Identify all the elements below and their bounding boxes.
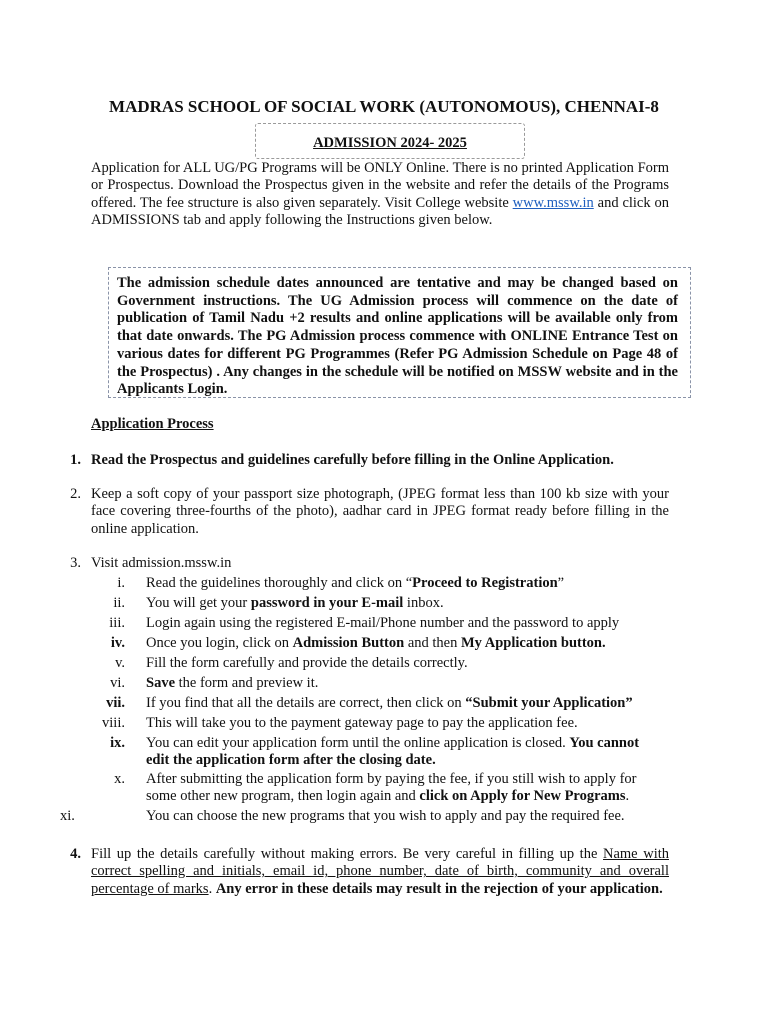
sub-step-number: viii. <box>102 715 125 731</box>
sub-step-text: Login again using the registered E-mail/Phone number and the password to apply <box>146 615 620 631</box>
step-3-text: Visit admission.mssw.in <box>91 555 232 571</box>
sub-step-number: v. <box>115 655 125 671</box>
sub-step-number: ii. <box>113 595 125 611</box>
sub-step-number: vii. <box>106 695 125 711</box>
sub-step-text: Save the form and preview it. <box>146 675 319 691</box>
sub-step-text: Read the guidelines thoroughly and click on “Proceed to Registration” <box>146 575 565 591</box>
sub-step-number: xi. <box>60 808 75 824</box>
sub-step-text: This will take you to the payment gateway page to pay the application fee. <box>146 715 578 731</box>
step-1-text: Read the Prospectus and guidelines carefully before filling in the Online Application. <box>91 452 614 468</box>
sub-step-text: After submitting the application form by paying the fee, if you still wish to apply for some other new program, then login again and click on Apply for New Programs. <box>146 771 637 805</box>
sub-step-number: x. <box>114 771 125 787</box>
document-title: MADRAS SCHOOL OF SOCIAL WORK (AUTONOMOUS), CHENNAI-8 <box>109 97 659 116</box>
step-2-text: Keep a soft copy of your passport size photograph, (JPEG format less than 100 kb size with your face covering three-fourths of the photo), aadhar card in JPEG format ready before filling in the online application. <box>91 486 669 537</box>
step-number: 4. <box>70 846 81 862</box>
sub-step-text: You will get your password in your E-mail inbox. <box>146 595 444 611</box>
sub-step-text: You can edit your application form until the online application is closed. You cannot edit the application form after the closing date. <box>146 735 640 769</box>
application-process-heading: Application Process <box>91 416 214 432</box>
intro-paragraph <box>91 160 669 230</box>
intro-text-2: and click on ADMISSIONS tab and apply following the Instructions given below. <box>91 194 669 229</box>
website-link[interactable]: www.mssw.in <box>512 194 594 211</box>
sub-step-number: i. <box>117 575 125 591</box>
intro-text-1: Application for ALL UG/PG Programs will be ONLY Online. There is no printed Application Form or Prospectus. Download the Prospectus given in the website and refer the details of the Programs offered. The fee structure is also given separately. Visit College website <box>91 160 669 211</box>
step-number: 2. <box>70 486 81 502</box>
step-4-text: Fill up the details carefully without making errors. Be very careful in filling up the Name with correct spelling and initials, email id, phone number, date of birth, community and overall percentage of marks. Any error in these details may result in the rejection of your application. <box>91 846 669 897</box>
sub-step-number: vi. <box>110 675 125 691</box>
step-number: 3. <box>70 555 81 571</box>
notice-text: The admission schedule dates announced are tentative and may be changed based on Government instructions. The UG Admission process will commence on the date of publication of Tamil Nadu +2 results and online applications will be available only from that date onwards. The PG Admission process commence with ONLINE Entrance Test on various dates for different PG Programmes (Refer PG Admission Schedule on Page 48 of the Prospectus) . Any changes in the schedule will be notified on MSSW website and in the Applicants Login. <box>117 275 678 398</box>
sub-step-number: iii. <box>109 615 125 631</box>
sub-step-text: If you find that all the details are correct, then click on “Submit your Application” <box>146 695 633 711</box>
admission-year: ADMISSION 2024- 2025 <box>313 135 467 151</box>
sub-step-text: You can choose the new programs that you wish to apply and pay the required fee. <box>146 808 625 824</box>
sub-step-text: Fill the form carefully and provide the details correctly. <box>146 655 468 671</box>
sub-step-number: iv. <box>110 635 125 651</box>
step-number: 1. <box>70 452 81 468</box>
sub-step-text: Once you login, click on Admission Button and then My Application button. <box>146 635 606 651</box>
sub-step-number: ix. <box>110 735 125 751</box>
